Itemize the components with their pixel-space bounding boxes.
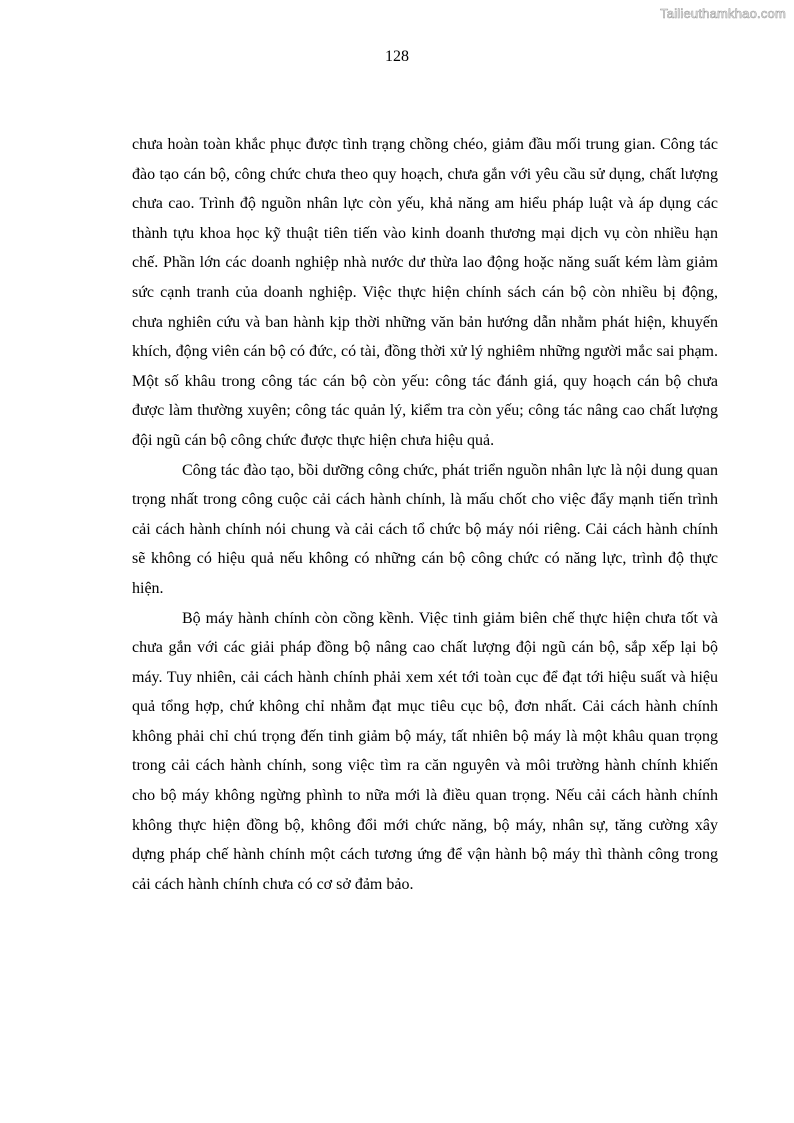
paragraph-apparatus: Bộ máy hành chính còn cồng kềnh. Việc tinh giảm biên chế thực hiện chưa tốt và chưa gắn với các giải pháp đồng bộ nâng cao chất lượng đội ngũ cán bộ, sắp xếp lại bộ máy. Tuy nhiên, cải cách hành chính phải xem xét tới toàn cục để đạt tới hiệu suất và hiệu quả tổng hợp, chứ không chỉ nhằm đạt mục tiêu cục bộ, đơn nhất. Cải cách hành chính không phải chỉ chú trọng đến tinh giảm bộ máy, tất nhiên bộ máy là một khâu quan trọng trong cải cách hành chính, song việc tìm ra căn nguyên và môi trường hành chính khiến cho bộ máy không ngừng phình to nữa mới là điều quan trọng. Nếu cải cách hành chính không thực hiện đồng bộ, không đổi mới chức năng, bộ máy, nhân sự, tăng cường xây dựng pháp chế hành chính một cách tương ứng để vận hành bộ máy thì thành công trong cải cách hành chính chưa có cơ sở đảm bảo.	[132, 609, 718, 893]
paragraph-continuation: chưa hoàn toàn khắc phục được tình trạng chồng chéo, giảm đầu mối trung gian. Công tác đào tạo cán bộ, công chức chưa theo quy hoạch, chưa gắn với yêu cầu sử dụng, chất lượng chưa cao. Trình độ nguồn nhân lực còn yếu, khả năng am hiểu pháp luật và áp dụng các thành tựu khoa học kỹ thuật tiên tiến vào kinh doanh thương mại dịch vụ còn nhiều hạn chế. Phần lớn các doanh nghiệp nhà nước dư thừa lao động hoặc năng suất kém làm giảm sức cạnh tranh của doanh nghiệp. Việc thực hiện chính sách cán bộ còn nhiều bị động, chưa nghiên cứu và ban hành kịp thời những văn bản hướng dẫn nhằm phát hiện, khuyến khích, động viên cán bộ có đức, có tài, đồng thời xử lý nghiêm những người mắc sai phạm. Một số khâu trong công tác cán bộ còn yếu: công tác đánh giá, quy hoạch cán bộ chưa được làm thường xuyên; công tác quản lý, kiểm tra còn yếu; công tác nâng cao chất lượng đội ngũ cán bộ công chức được thực hiện chưa hiệu quả.	[132, 136, 718, 449]
page-number: 128	[385, 48, 409, 65]
watermark: Tailieuthamkhao.com	[660, 6, 786, 21]
document-body	[132, 130, 718, 899]
paragraph-training: Công tác đào tạo, bồi dưỡng công chức, phát triển nguồn nhân lực là nội dung quan trọng nhất trong công cuộc cải cách hành chính, là mấu chốt cho việc đẩy mạnh tiến trình cải cách hành chính nói chung và cải cách tổ chức bộ máy nói riêng. Cải cách hành chính sẽ không có hiệu quả nếu không có những cán bộ công chức có năng lực, trình độ thực hiện.	[132, 461, 718, 597]
